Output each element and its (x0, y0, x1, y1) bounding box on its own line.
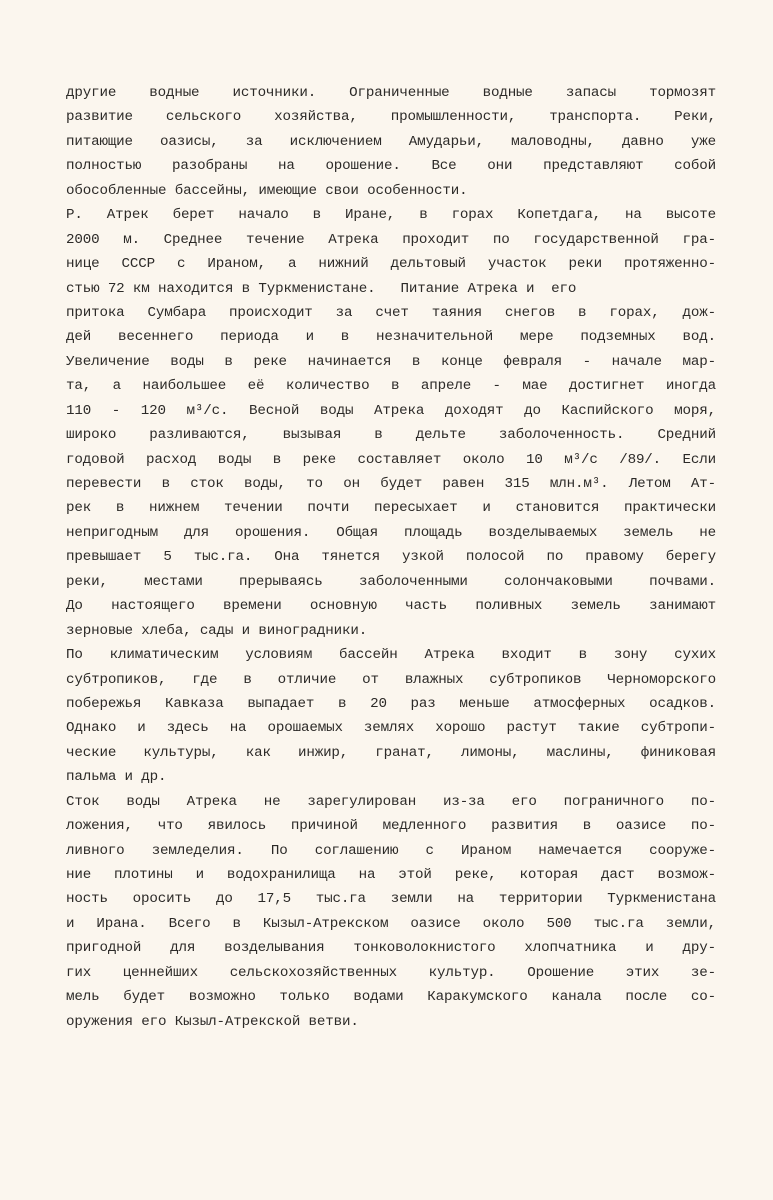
text-line: притока Сумбара происходит за счет таяния снегов в горах, дож- (66, 304, 716, 321)
text-line: рек в нижнем течении почти пересыхает и становится практически (66, 500, 716, 517)
text-line: Однако и здесь на орошаемых землях хорошо растут такие субтропи- (66, 720, 716, 737)
document-body (66, 81, 716, 1034)
text-line: нице СССР с Ираном, а нижний дельтовый участок реки протяженно- (66, 256, 716, 273)
text-line: ность оросить до 17,5 тыс.га земли на территории Туркменистана (66, 891, 716, 908)
text-line: пальма и др. (66, 769, 167, 786)
text-line: ние плотины и водохранилища на этой реке, которая даст возмож- (66, 867, 716, 883)
text-line: ливного земледелия. По соглашению с Ираном намечается сооруже- (66, 842, 716, 859)
text-line: другие водные источники. Ограниченные водные запасы тормозят (66, 85, 716, 101)
text-line: 2000 м. Среднее течение Атрека проходит по государственной гра- (66, 231, 716, 248)
text-line: Р. Атрек берет начало в Иране, в горах Копетдага, на высоте (66, 207, 716, 224)
text-line: реки, местами прерываясь заболоченными солончаковыми почвами. (66, 573, 716, 590)
text-line: 110 - 120 м³/с. Весной воды Атрека доходят до Каспийского моря, (66, 402, 716, 419)
text-line: гих ценнейших сельскохозяйственных культур. Орошение этих зе- (66, 964, 716, 981)
text-line: До настоящего времени основную часть поливных земель занимают (66, 598, 716, 615)
text-line: непригодным для орошения. Общая площадь возделываемых земель не (66, 524, 716, 541)
text-line: полностью разобраны на орошение. Все они представляют собой (66, 158, 716, 175)
text-line: Увеличение воды в реке начинается в конце февраля - начале мар- (66, 353, 716, 370)
text-line: побережья Кавказа выпадает в 20 раз меньше атмосферных осадков. (66, 695, 716, 712)
text-line: и Ирана. Всего в Кызыл-Атрекском оазисе около 500 тыс.га земли, (66, 915, 716, 932)
text-line: пригодной для возделывания тонковолокнистого хлопчатника и дру- (66, 940, 716, 957)
text-line: питающие оазисы, за исключением Амударьи, маловодны, давно уже (66, 133, 716, 150)
text-line: дей весеннего периода и в незначительной мере подземных вод. (66, 329, 716, 346)
text-line: та, а наибольшее её количество в апреле - мае достигнет иногда (66, 378, 716, 395)
text-line: развитие сельского хозяйства, промышленности, транспорта. Реки, (66, 109, 716, 126)
text-line: превышает 5 тыс.га. Она тянется узкой полосой по правому берегу (66, 549, 716, 566)
text-line: перевести в сток воды, то он будет равен 315 млн.м³. Летом Ат- (66, 476, 716, 492)
text-line: Сток воды Атрека не зарегулирован из-за его пограничного по- (66, 793, 716, 810)
text-line: По климатическим условиям бассейн Атрека входит в зону сухих (66, 647, 716, 664)
text-line: оружения его Кызыл-Атрекской ветви. (66, 1013, 359, 1030)
text-line: субтропиков, где в отличие от влажных субтропиков Черноморского (66, 671, 716, 688)
text-line: годовой расход воды в реке составляет около 10 м³/с /89/. Если (66, 451, 716, 468)
text-line: зерновые хлеба, сады и виноградники. (66, 622, 368, 639)
text-line: стью 72 км находится в Туркменистане. Питание Атрека и его (66, 280, 577, 297)
text-line: ческие культуры, как инжир, гранат, лимоны, маслины, финиковая (66, 744, 716, 761)
text-line: широко разливаются, вызывая в дельте заболоченность. Средний (66, 427, 716, 444)
text-line: мель будет возможно только водами Каракумского канала после со- (66, 989, 716, 1006)
text-line: ложения, что явилось причиной медленного развития в оазисе по- (66, 818, 716, 835)
text-line: обособленные бассейны, имеющие свои особенности. (66, 182, 468, 199)
